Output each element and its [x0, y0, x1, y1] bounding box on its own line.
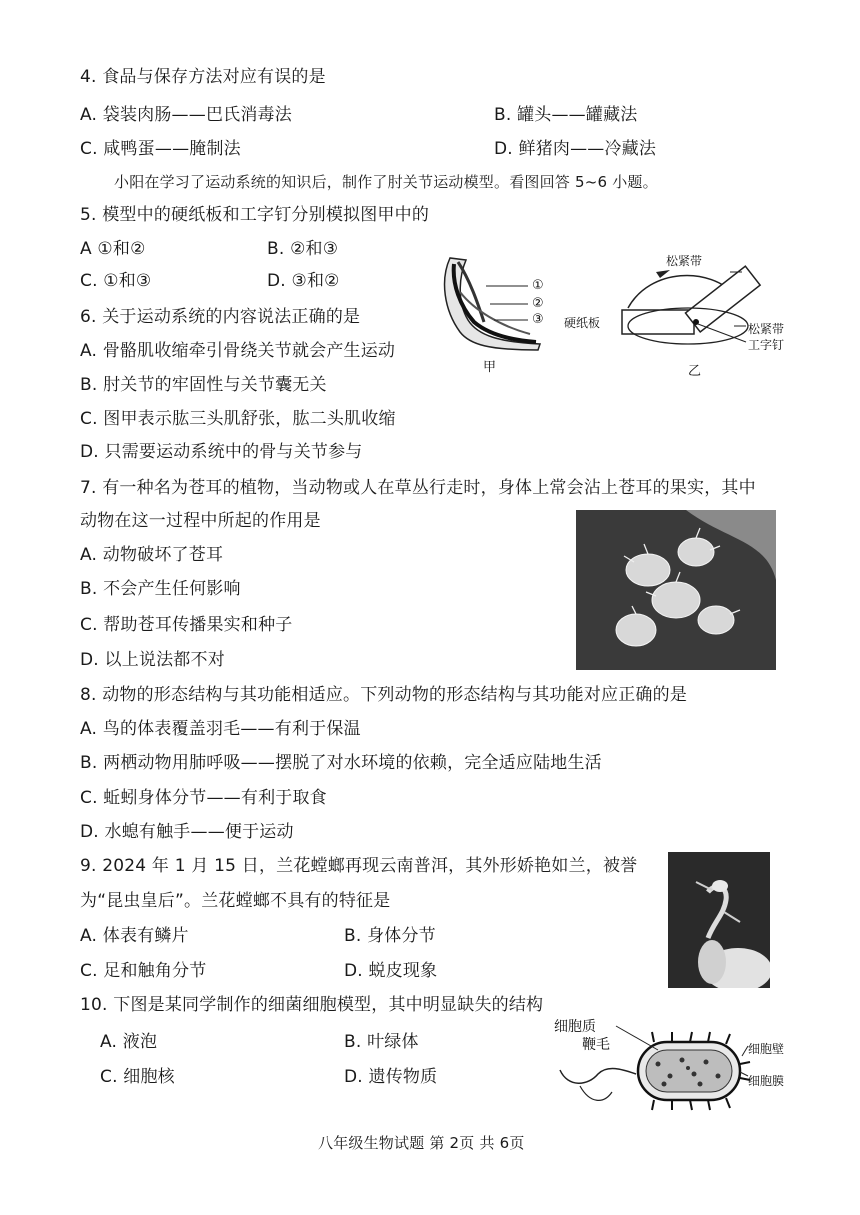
q4-option-b: B. 罐头——罐藏法	[494, 105, 638, 125]
cocklebur-photo	[576, 510, 776, 670]
q10-option-b: B. 叶绿体	[344, 1032, 419, 1052]
q9-stem-line1: 9. 2024 年 1 月 15 日，兰花螳螂再现云南普洱，其外形娇艳如兰，被誉	[80, 856, 638, 876]
q10-stem: 10. 下图是某同学制作的细菌细胞模型，其中明显缺失的结构	[80, 995, 544, 1015]
q5-option-d: D. ③和②	[267, 271, 340, 291]
figure-label-yi: 乙	[688, 364, 702, 379]
cell-wall-label: 细胞壁	[748, 1042, 785, 1056]
q7-option-a: A. 动物破坏了苍耳	[80, 545, 224, 565]
cytoplasm-label: 细胞质	[554, 1019, 596, 1035]
q4-stem: 4. 食品与保存方法对应有误的是	[80, 67, 326, 87]
q9-option-d: D. 蜕皮现象	[344, 961, 438, 981]
q7-option-d: D. 以上说法都不对	[80, 650, 225, 670]
q8-stem: 8. 动物的形态结构与其功能相适应。下列动物的形态结构与其功能对应正确的是	[80, 685, 688, 705]
q4-option-d: D. 鲜猪肉——冷藏法	[494, 139, 657, 159]
q5-stem: 5. 模型中的硬纸板和工字钉分别模拟图甲中的	[80, 205, 430, 225]
q7-option-c: C. 帮助苍耳传播果实和种子	[80, 615, 293, 635]
q4-option-c: C. 咸鸭蛋——腌制法	[80, 139, 241, 159]
cardboard-label: 硬纸板	[564, 316, 601, 330]
muscle-label-2: ②	[532, 296, 544, 311]
q6-option-d: D. 只需要运动系统中的骨与关节参与	[80, 442, 363, 462]
q8-option-c: C. 蚯蚓身体分节——有利于取食	[80, 788, 327, 808]
cell-membrane-label: 细胞膜	[748, 1074, 785, 1088]
q8-option-b: B. 两栖动物用肺呼吸——摆脱了对水环境的依赖，完全适应陆地生活	[80, 753, 602, 773]
intro-5-6: 小阳在学习了运动系统的知识后，制作了肘关节运动模型。看图回答 5~6 小题。	[114, 173, 658, 191]
q5-option-b: B. ②和③	[267, 239, 339, 259]
q5-option-a: A ①和②	[80, 239, 146, 259]
q6-stem: 6. 关于运动系统的内容说法正确的是	[80, 307, 361, 327]
figure-label-jia: 甲	[483, 360, 497, 375]
pin-label: 工字钉	[748, 338, 785, 352]
q8-option-a: A. 鸟的体表覆盖羽毛——有利于保温	[80, 719, 361, 739]
q7-stem-line2: 动物在这一过程中所起的作用是	[80, 511, 321, 531]
q6-option-b: B. 肘关节的牢固性与关节囊无关	[80, 375, 327, 395]
cocklebur-image	[576, 510, 776, 670]
q10-option-d: D. 遗传物质	[344, 1067, 438, 1087]
q10-option-c: C. 细胞核	[100, 1067, 175, 1087]
elbow-model-figure	[560, 248, 790, 388]
q7-option-b: B. 不会产生任何影响	[80, 579, 241, 599]
q5-option-c: C. ①和③	[80, 271, 152, 291]
elastic-band-label-right: 松紧带	[748, 322, 785, 336]
q4-option-a: A. 袋装肉肠——巴氏消毒法	[80, 105, 292, 125]
q7-stem-line1: 7. 有一种名为苍耳的植物，当动物或人在草丛行走时，身体上常会沾上苍耳的果实，其中	[80, 478, 756, 498]
q6-option-c: C. 图甲表示肱三头肌舒张，肱二头肌收缩	[80, 409, 396, 429]
q9-stem-line2: 为“昆虫皇后”。兰花螳螂不具有的特征是	[80, 891, 391, 911]
q9-option-a: A. 体表有鳞片	[80, 926, 189, 946]
bacteria-model-figure	[554, 1014, 790, 1120]
muscle-label-3: ③	[532, 312, 544, 327]
orchid-mantis-image	[668, 852, 770, 988]
q6-option-a: A. 骨骼肌收缩牵引骨绕关节就会产生运动	[80, 341, 396, 361]
flagellum-label: 鞭毛	[582, 1037, 610, 1053]
q8-option-d: D. 水螅有触手——便于运动	[80, 822, 294, 842]
elastic-band-label-top: 松紧带	[666, 254, 703, 268]
muscle-label-1: ①	[532, 278, 544, 293]
q10-option-a: A. 液泡	[100, 1032, 158, 1052]
q9-option-c: C. 足和触角分节	[80, 961, 207, 981]
q9-option-b: B. 身体分节	[344, 926, 436, 946]
page-footer: 八年级生物试题 第 2页 共 6页	[318, 1134, 525, 1152]
orchid-mantis-photo	[668, 852, 770, 988]
